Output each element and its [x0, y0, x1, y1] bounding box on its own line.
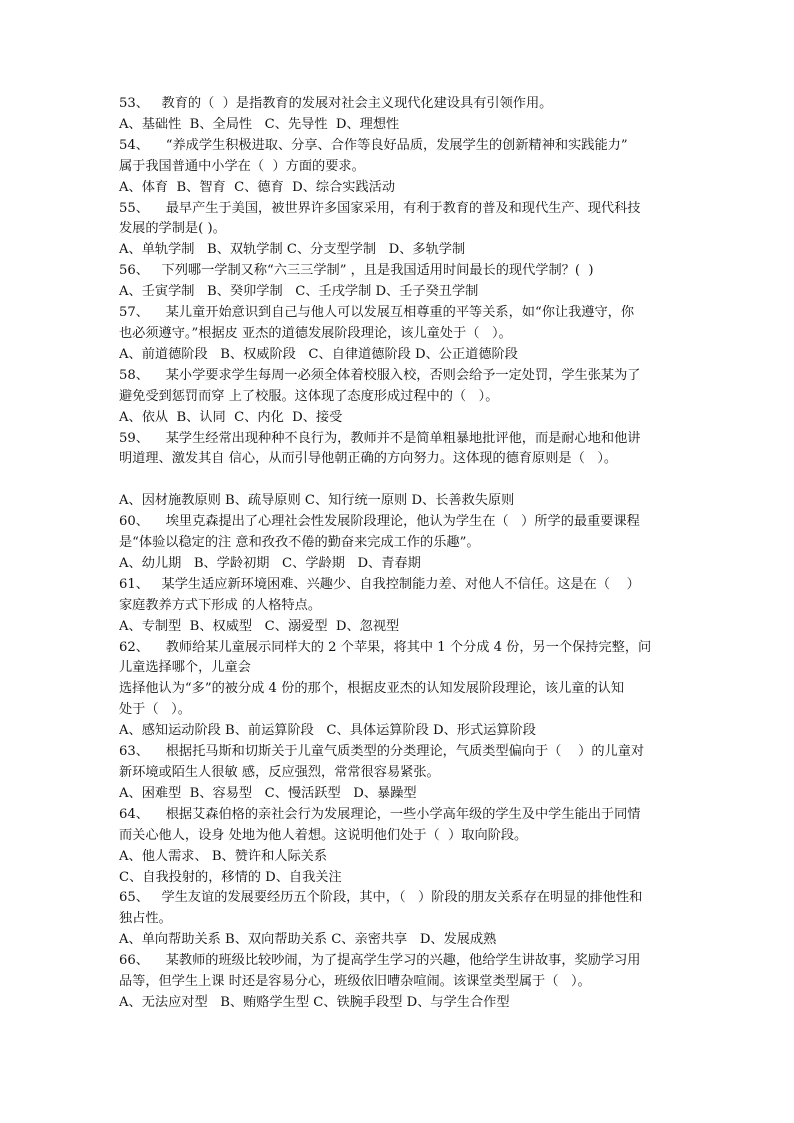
text-line: A、困难型 B、容易型 C、慢活跃型 D、暴躁型 [119, 785, 417, 801]
text-line: C、自我投射的，移情的 D、自我关注 [119, 869, 342, 885]
text-line: 属于我国普通中小学在（ ）方面的要求。 [119, 158, 365, 174]
text-line: 60、 埃里克森提出了心理社会性发展阶段理论，他认为学生在（ ）所学的最重要课程 [119, 514, 640, 530]
text-line: 62、 教师给某儿童展示同样大的 2 个苹果，将其中 1 个分成 4 份，另一个保持完整，问 [119, 639, 652, 655]
text-line: A、前道德阶段 B、权威阶段 C、自律道德阶段 D、公正道德阶段 [119, 346, 518, 362]
text-line: 53、 教育的（ ）是指教育的发展对社会主义现代化建设具有引领作用。 [119, 96, 553, 111]
text-line: 明道理、激发其自 信心，从而引导他朝正确的方向努力。这体现的德育原则是（ ）。 [119, 451, 618, 467]
text-line: 56、 下列哪一学制又称“六三三学制” ，且是我国适用时间最长的现代学制？( ) [119, 263, 594, 279]
text-line: A、无法应对型 B、贿赂学生型 C、铁腕手段型 D、与学生合作型 [119, 994, 510, 1010]
text-line: 63、 根据托马斯和切斯关于儿童气质类型的分类理论，气质类型偏向于（ ）的儿童对 [119, 744, 645, 760]
text-line: 而关心他人，设身 处地为他人着想。这说明他们处于（ ）取向阶段。 [119, 827, 528, 843]
text-line: 也必须遵守。”根据皮 亚杰的道德发展阶段理论，该儿童处于（ ）。 [119, 325, 512, 341]
text-line: 66、 某教师的班级比较吵闹，为了提高学生学习的兴趣，他给学生讲故事，奖励学习用 [119, 953, 641, 969]
text-line: 64、 根据艾森伯格的亲社会行为发展理论，一些小学高年级的学生及中学生能出于同情 [119, 806, 641, 822]
text-line: 57、 某儿童开始意识到自己与他人可以发展互相尊重的平等关系，如“你让我遵守，你 [119, 305, 635, 321]
question-page [119, 94, 679, 1014]
text-line: A、壬寅学制 B、癸卯学制 C、壬戌学制 D、壬子癸丑学制 [119, 284, 479, 300]
text-line: A、依从 B、认同 C、内化 D、接受 [119, 409, 343, 425]
text-line: 58、 某小学要求学生每周一必须全体着校服入校，否则会给予一定处罚，学生张某为了 [119, 367, 641, 383]
text-line: 55、 最早产生于美国，被世界许多国家采用，有利于教育的普及和现代生产、现代科技 [119, 200, 641, 216]
text-line: A、幼儿期 B、学龄初期 C、学龄期 D、青春期 [119, 555, 421, 571]
text-line: A、因材施教原则 B、疏导原则 C、知行统一原则 D、长善救失原则 [119, 493, 515, 509]
text-line: 品等，但学生上课 时还是容易分心，班级依旧嘈杂喧闹。该课堂类型属于（ ）。 [119, 974, 591, 990]
text-line: 65、 学生友谊的发展要经历五个阶段，其中，（ ）阶段的朋友关系存在明显的排他性和 [119, 890, 643, 906]
text-line: A、专制型 B、权威型 C、溺爱型 D、忽视型 [119, 618, 400, 634]
text-line: A、基础性 B、全局性 C、先导性 D、理想性 [119, 116, 400, 132]
text-line: 54、 “养成学生积极进取、分享、合作等良好品质，发展学生的创新精神和实践能力” [119, 137, 628, 153]
text-line: 61、 某学生适应新环境困难、兴趣少、自我控制能力差、对他人不信任。这是在（ ） [119, 576, 640, 592]
blank-line [119, 470, 679, 491]
text-line: 处于（ ）。 [119, 702, 191, 718]
text-line: 59、 某学生经常出现种种不良行为，教师并不是简单粗暴地批评他，而是耐心地和他讲 [119, 430, 641, 446]
text-line: A、体育 B、智育 C、德育 D、综合实践活动 [119, 179, 396, 195]
text-line: A、感知运动阶段 B、前运算阶段 C、具体运算阶段 D、形式运算阶段 [119, 723, 536, 739]
text-line: A、单轨学制 B、双轨学制 C、分支型学制 D、多轨学制 [119, 242, 466, 258]
text-line: 独占性。 [119, 911, 172, 927]
text-line: 是“体验以稳定的注 意和孜孜不倦的勤奋来完成工作的乐趣”。 [119, 535, 480, 551]
text-line: A、单向帮助关系 B、双向帮助关系 C、亲密共享 D、发展成熟 [119, 932, 497, 948]
text-line: 避免受到惩罚而穿 上了校服。这体现了态度形成过程中的（ ）。 [119, 388, 499, 404]
text-line: 发展的学制是( )。 [119, 221, 226, 237]
text-line: 新环境或陌生人很敏 感，反应强烈，常常很容易紧张。 [119, 764, 440, 780]
text-line: 选择他认为“多”的被分成 4 份的那个，根据皮亚杰的认知发展阶段理论，该儿童的认知 [119, 681, 625, 697]
text-line: 儿童选择哪个，儿童会 [119, 660, 251, 676]
text-line: 家庭教养方式下形成 的人格特点。 [119, 597, 322, 613]
text-line: A、他人需求、 B、赞许和人际关系 [119, 848, 328, 864]
